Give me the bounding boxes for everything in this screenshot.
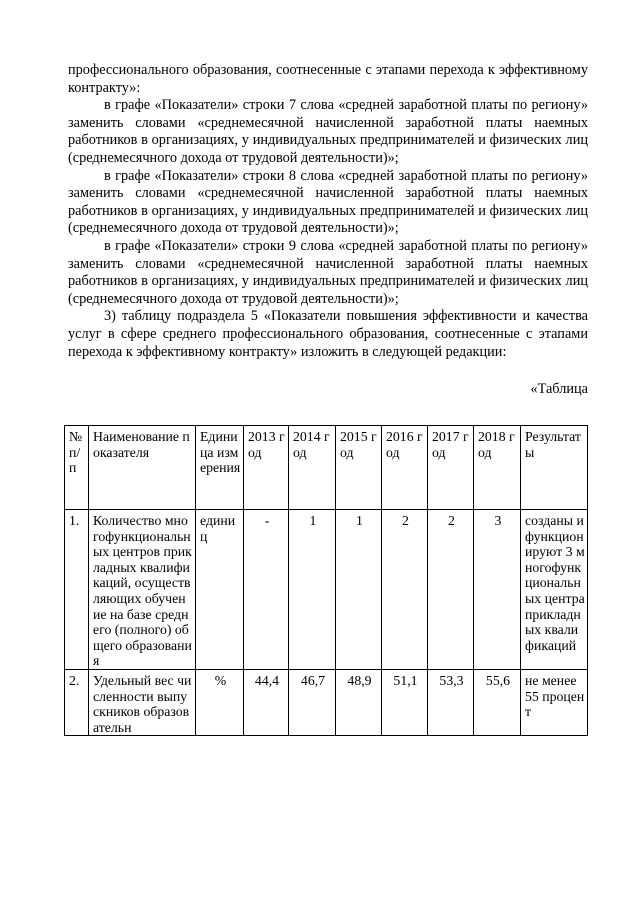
paragraph-table-replace: 3) таблицу подраздела 5 «Показатели повышения эффективности и качества услуг в сфере среднего профессионального образования, соотнесенные с этапами перехода к эффективному контракту» изложить в следующей редакции: [68,308,588,360]
table-caption: «Таблица [530,381,588,398]
row-num: 2. [65,669,89,735]
paragraph-row9: в графе «Показатели» строки 9 слова «средней заработной платы по региону» заменить словами «среднемесячной начисленной заработной платы наемных работников в организациях, у индивидуальных предпринимателей и физических лиц (среднемесячного дохода от трудовой деятельности)»; [68,237,588,307]
row-num: 1. [65,510,89,670]
header-2016: 2016 год [382,426,428,510]
indicators-table [64,425,588,736]
row-name: Количество многофункциональных центров прикладных квалификаций, осуществляющих обучение на базе среднего (полного) общего образования [89,510,196,670]
row-2016: 51,1 [382,669,428,735]
header-2018: 2018 год [474,426,521,510]
row-2014: 1 [289,510,336,670]
header-unit: Единица измерения [196,426,244,510]
header-num: № п/п [65,426,89,510]
header-name: Наименование показателя [89,426,196,510]
row-2017: 2 [428,510,474,670]
row-unit: % [196,669,244,735]
row-2013: - [244,510,289,670]
paragraph-row8: в графе «Показатели» строки 8 слова «средней заработной платы по региону» заменить словами «среднемесячной начисленной заработной платы наемных работников в организациях, у индивидуальных предпринимателей и физических лиц (среднемесячного дохода от трудовой деятельности)»; [68,167,588,237]
paragraph-row7: в графе «Показатели» строки 7 слова «средней заработной платы по региону» заменить словами «среднемесячной начисленной заработной платы наемных работников в организациях, у индивидуальных предпринимателей и физических лиц (среднемесячного дохода от трудовой деятельности)»; [68,97,588,166]
header-2015: 2015 год [336,426,382,510]
row-unit: единиц [196,510,244,670]
header-2014: 2014 год [289,426,336,510]
row-2013: 44,4 [244,669,289,735]
row-2016: 2 [382,510,428,670]
row-2017: 53,3 [428,669,474,735]
row-2015: 1 [336,510,382,670]
row-2018: 55,6 [474,669,521,735]
row-name: Удельный вес численности выпускников образовательн [89,669,196,735]
header-result: Результаты [521,426,588,510]
row-result: созданы и функционируют 3 многофункциональных центра прикладных квалификаций [521,510,588,670]
table-row [65,510,588,670]
document-page [68,62,588,399]
paragraph-intro: профессионального образования, соотнесенные с этапами перехода к эффективному контракту»: [68,62,588,96]
row-2015: 48,9 [336,669,382,735]
row-2014: 46,7 [289,669,336,735]
row-2018: 3 [474,510,521,670]
header-2017: 2017 год [428,426,474,510]
header-2013: 2013 год [244,426,289,510]
table-header-row [65,426,588,510]
table-row [65,669,588,735]
row-result: не менее 55 процент [521,669,588,735]
